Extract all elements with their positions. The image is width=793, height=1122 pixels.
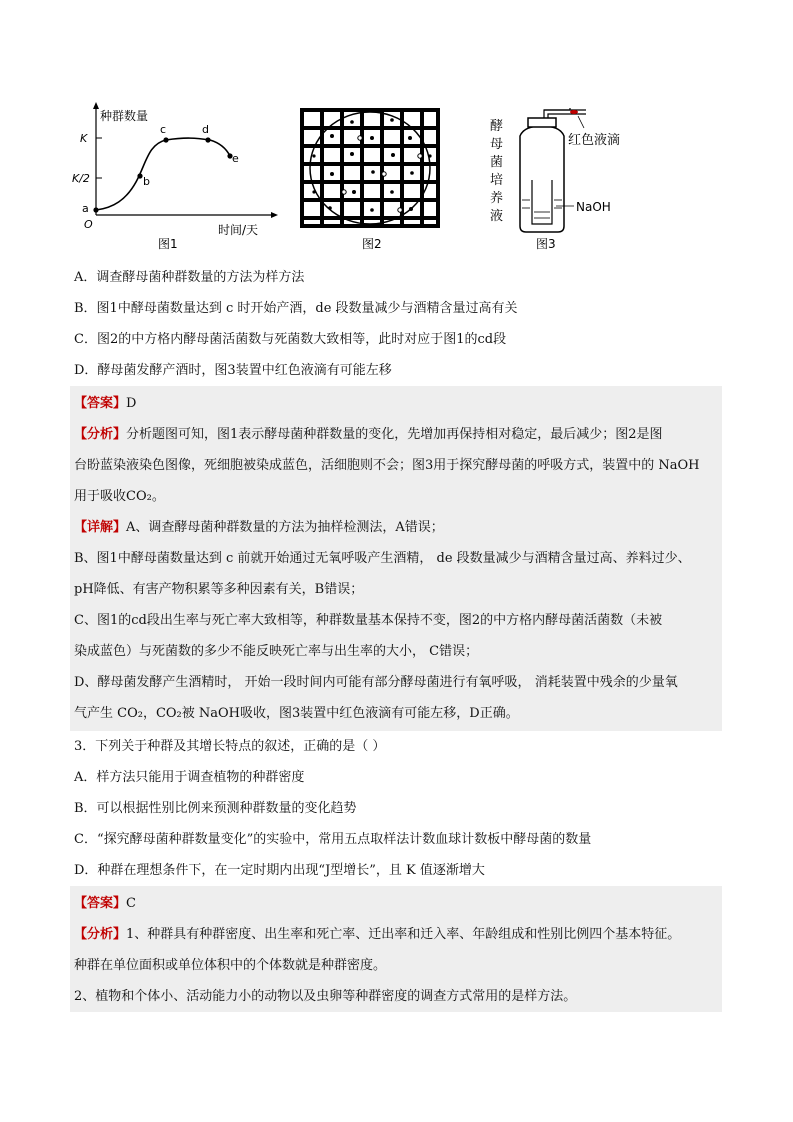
q2-analysis-tag: 【分析】 [74,427,127,442]
fig3-side-char-2: 母 [490,137,504,152]
fig1-ylabel: 种群数量 [100,109,149,123]
fig3-side-char-3: 菌 [490,155,504,170]
fig2-caption: 图2 [362,237,382,251]
q2-option-c: C．图2的中方格内酵母菌活菌数与死菌数大致相等，此时对应于图1的cd段 [74,332,507,347]
fig1-point-c: c [160,123,167,136]
q2-option-b: B．图1中酵母菌数量达到 c 时开始产酒，de 段数量减少与酒精含量过高有关 [74,301,518,316]
fig1-point-a: a [82,202,89,215]
q3-answer-line [74,894,136,914]
q2-detail-line-6: D、酵母菌发酵产生酒精时， 开始一段时间内可能有部分酵母菌进行有氧呼吸， 消耗装置中残余的少量氧 [74,675,678,690]
q3-analysis-tag: 【分析】 [74,927,127,942]
q2-detail-line-1: 【详解】A、调查酵母菌种群数量的方法为抽样检测法，A错误； [74,520,444,535]
q3-analysis-line-3: 2、植物和个体小、活动能力小的动物以及虫卵等种群密度的调查方式常用的是样方法。 [74,989,577,1004]
q3-option-a: A．样方法只能用于调查植物的种群密度 [74,770,305,785]
q2-answer: D [126,396,137,411]
fig3-label-drop: 红色液滴 [568,133,621,148]
fig3-side-char-5: 养 [490,191,504,206]
stopper [528,118,556,127]
q2-analysis-line-1: 【分析】分析题图可知，图1表示酵母菌种群数量的变化，先增加再保持相对稳定，最后减少；图2是图 [74,427,663,442]
q3-option-d: D．种群在理想条件下，在一定时期内出现“J型增长”，且 K 值逐渐增大 [74,863,485,878]
fig3-side-char-6: 液 [490,209,504,224]
fig1-point-d: d [202,123,209,136]
q2-detail-line-4: C、图1的cd段出生率与死亡率大致相等，种群数量基本保持不变，图2的中方格内酵母菌活菌数（未被 [74,613,663,628]
figure-2-counting-grid [300,108,442,252]
fig1-point-b: b [143,175,150,188]
fig1-caption: 图1 [158,237,178,251]
q3-answer-tag: 【答案】 [74,896,127,911]
q3-analysis-line-1: 【分析】1、种群具有种群密度、出生率和死亡率、迁出率和迁入率、年龄组成和性别比例四个基本特征。 [74,927,681,942]
q2-answer-line [74,394,136,414]
flask [520,126,564,232]
q2-detail-tag: 【详解】 [74,520,127,535]
fig3-side-char-1: 酵 [490,119,504,134]
fig1-tick-k2: K/2 [72,172,90,185]
q2-analysis-line-2: 台盼蓝染液染色图像，死细胞被染成蓝色，活细胞则不会；图3用于探究酵母菌的呼吸方式，装置中的 NaOH [74,458,700,473]
q3-stem: 3．下列关于种群及其增长特点的叙述，正确的是（ ） [74,739,386,754]
fig1-point-e: e [232,152,239,165]
q2-detail-line-3: pH降低、有害产物积累等多种因素有关，B错误； [74,582,364,597]
fig1-tick-k: K [80,132,88,145]
growth-curve [96,138,230,210]
fig1-origin: O [84,218,93,231]
q3-option-b: B．可以根据性别比例来预测种群数量的变化趋势 [74,801,357,816]
q2-option-a: A．调查酵母菌种群数量的方法为样方法 [74,270,305,285]
fig3-caption: 图3 [536,237,556,251]
figure-3-apparatus [486,108,656,252]
fig3-side-char-4: 培 [490,173,504,188]
q2-answer-tag: 【答案】 [74,396,127,411]
q2-detail-line-7: 气产生 CO₂，CO₂被 NaOH吸收，图3装置中红色液滴有可能左移，D正确。 [74,706,519,721]
q3-option-c: C．“探究酵母菌种群数量变化”的实验中，常用五点取样法计数血球计数板中酵母菌的数量 [74,832,592,847]
q3-answer: C [126,896,136,911]
q2-detail-line-2: B、图1中酵母菌数量达到 c 前就开始通过无氧呼吸产生酒精， de 段数量减少与酒精含量过高、养料过少、 [74,551,691,566]
red-droplet [570,110,578,114]
q2-option-d: D．酵母菌发酵产酒时，图3装置中红色液滴有可能左移 [74,363,392,378]
q3-analysis-line-2: 种群在单位面积或单位体积中的个体数就是种群密度。 [74,958,387,973]
fig1-xlabel: 时间/天 [218,223,259,237]
q2-analysis-line-3: 用于吸收CO₂。 [74,489,165,504]
q2-detail-line-5: 染成蓝色）与死菌数的多少不能反映死亡率与出生率的大小， C错误； [74,644,479,659]
fig3-label-naoh: NaOH [576,200,611,214]
figure-1-growth-curve [72,100,290,252]
